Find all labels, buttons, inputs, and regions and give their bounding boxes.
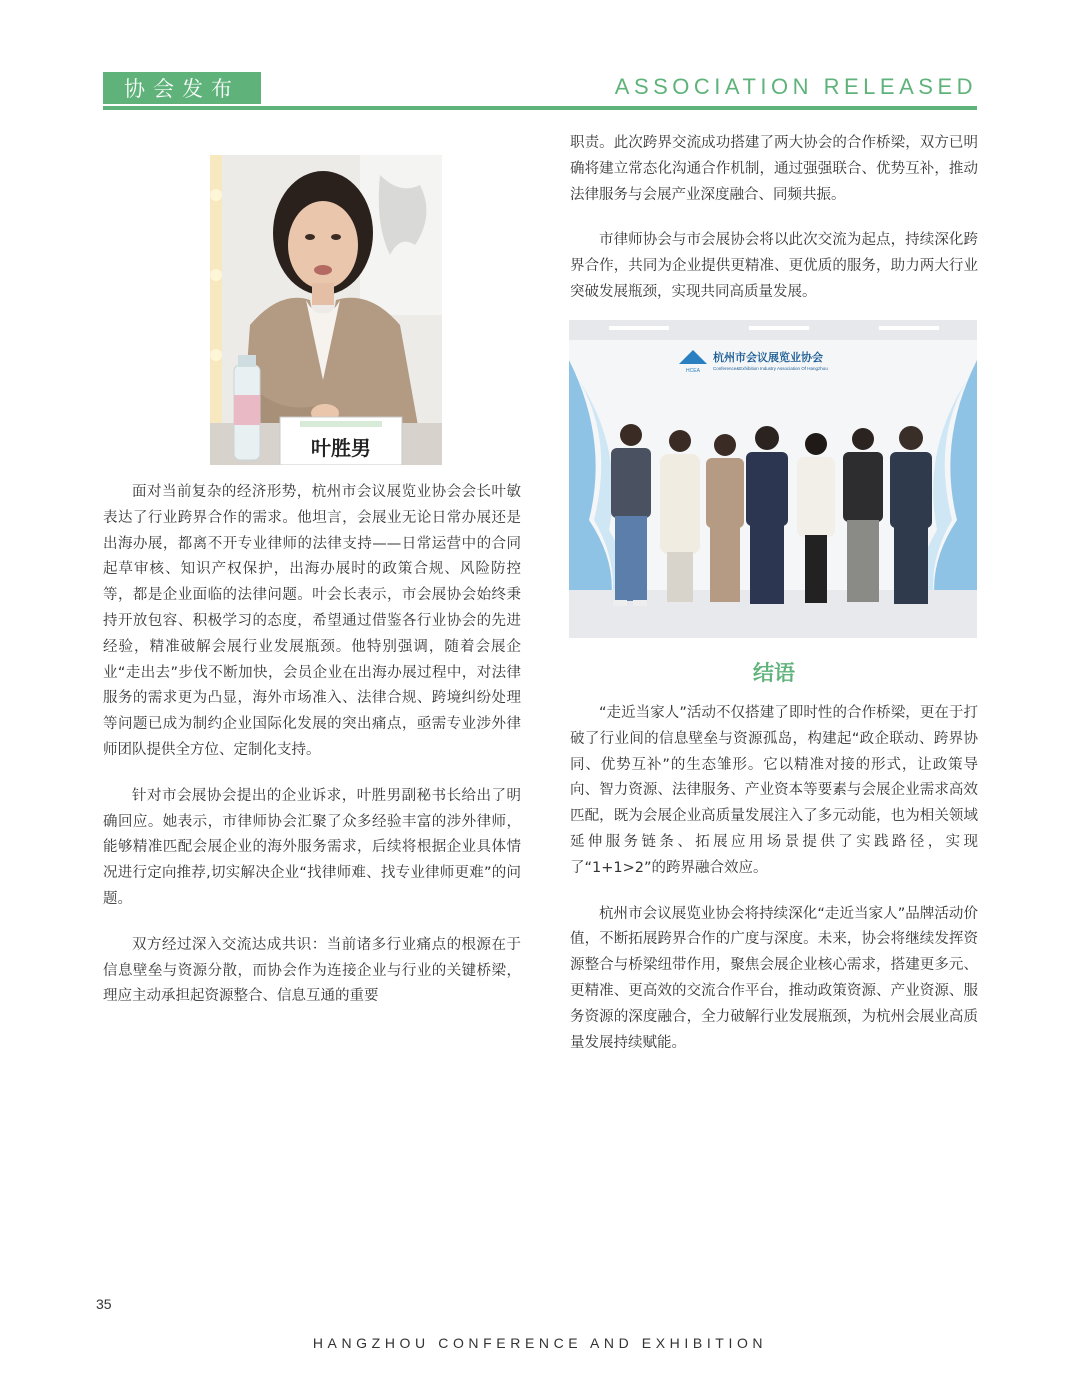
speaker-photo: [210, 155, 442, 465]
paragraph: 市律师协会与市会展协会将以此次交流为起点，持续深化跨界合作，共同为企业提供更精准、更优质的服务，助力两大行业突破发展瓶颈，实现共同高质量发展。: [570, 232, 978, 300]
right-column-top: [570, 131, 978, 326]
group-photo: [569, 320, 977, 638]
page-number: 35: [96, 1296, 112, 1312]
header-divider: [103, 106, 977, 110]
magazine-name: HANGZHOU CONFERENCE AND EXHIBITION: [312, 1335, 768, 1351]
section-tag: 协会发布: [103, 72, 261, 104]
sign-logo-text: HCEA: [686, 368, 700, 374]
left-column: [103, 480, 521, 1030]
paragraph: 双方经过深入交流达成共识：当前诸多行业痛点的根源在于信息壁垒与资源分散，而协会作为连接企业与行业的关键桥梁，理应主动承担起资源整合、信息互通的重要: [103, 936, 521, 1005]
conclusion-column: [570, 701, 978, 1076]
sign-subtitle: Conference&Exhibition Industry Association Of Hangzhou: [713, 366, 828, 371]
paragraph: 针对市会展协会提出的企业诉求，叶胜男副秘书长给出了明确回应。她表示，市律师协会汇聚了众多经验丰富的涉外律师，能够精准匹配会展企业的海外服务需求，后续将根据企业具体情况进行定向推荐,切实解决企业“找律师难、找专业律师更难”的问题。: [103, 787, 521, 907]
paragraph: 职责。此次跨界交流成功搭建了两大协会的合作桥梁，双方已明确将建立常态化沟通合作机制，通过强强联合、优势互补，推动法律服务与会展产业深度融合、同频共振。: [570, 135, 978, 203]
paragraph: 杭州市会议展览业协会将持续深化“走近当家人”品牌活动价值，不断拓展跨界合作的广度与深度。未来，协会将继续发挥资源整合与桥梁纽带作用，聚焦会展企业核心需求，搭建更多元、更精准、更高效的交流合作平台，推动政策资源、产业资源、服务资源的深度融合，全力破解行业发展瓶颈，为杭州会展业高质量发展持续赋能。: [570, 905, 978, 1051]
nameplate-text: 叶胜男: [311, 436, 371, 460]
sign-title: 杭州市会议展览业协会: [713, 351, 823, 364]
section-title-en: ASSOCIATION RELEASED: [614, 74, 977, 99]
paragraph: 面对当前复杂的经济形势，杭州市会议展览业协会会长叶敏表达了行业跨界合作的需求。他坦言，会展业无论日常办展还是出海办展，都离不开专业律师的法律支持——日常运营中的合同起草审核、知识产权保护，出海办展时的政策合规、风险防控等，都是企业面临的法律问题。叶会长表示，市会展协会始终秉持开放包容、积极学习的态度，希望通过借鉴各行业协会的先进经验，精准破解会展行业发展瓶颈。他特别强调，随着会展企业“走出去”步伐不断加快，会员企业在出海办展过程中，对法律服务的需求更为凸显，海外市场准入、法律合规、跨境纠纷处理等问题已成为制约企业国际化发展的突出痛点，亟需专业涉外律师团队提供全方位、定制化支持。: [103, 484, 521, 758]
paragraph: “走近当家人”活动不仅搭建了即时性的合作桥梁，更在于打破了行业间的信息壁垒与资源孤岛，构建起“政企联动、跨界协同、优势互补”的生态雏形。它以精准对接的形式，让政策导向、智力资源、法律服务、产业资本等要素与会展企业需求高效匹配，既为会展企业高质量发展注入了多元动能，也为相关领域延伸服务链条、拓展应用场景提供了实践路径，实现了“1+1>2”的跨界融合效应。: [570, 705, 978, 876]
conclusion-title: 结语: [753, 661, 795, 685]
